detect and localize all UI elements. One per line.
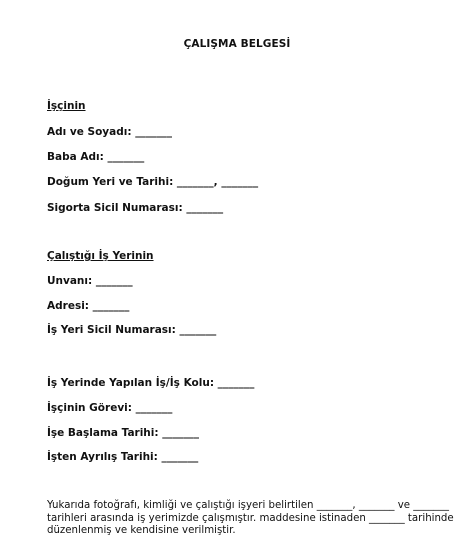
field-name-surname: Adı ve Soyadı: _______ <box>47 126 172 138</box>
field-workplace-registry-number: İş Yeri Sicil Numarası: _______ <box>47 324 217 336</box>
field-insurance-number: Sigorta Sicil Numarası: _______ <box>47 202 224 214</box>
document-title: ÇALIŞMA BELGESİ <box>183 38 291 50</box>
field-employee-role: İşçinin Görevi: _______ <box>47 402 173 414</box>
field-end-date: İşten Ayrılış Tarihi: _______ <box>47 451 199 463</box>
section-heading-workplace: Çalıştığı İş Yerinin <box>47 250 154 262</box>
paragraph-line: tarihleri arasında iş yerimizde çalışmıştır. maddesine istinaden _______ tarihinde <box>47 512 454 524</box>
field-birthplace-date: Doğum Yeri ve Tarihi: _______, _______ <box>47 176 259 188</box>
field-start-date: İşe Başlama Tarihi: _______ <box>47 427 199 439</box>
paragraph-line: düzenlenmiş ve kendisine verilmiştir. <box>47 525 236 536</box>
closing-paragraph <box>47 500 454 538</box>
paragraph-line: Yukarıda fotoğrafı, kimliği ve çalıştığı işyeri belirtilen _______, _______ ve _______ <box>47 500 449 511</box>
field-job-sector: İş Yerinde Yapılan İş/İş Kolu: _______ <box>47 377 255 389</box>
section-heading-employee: İşçinin <box>47 100 86 112</box>
field-father-name: Baba Adı: _______ <box>47 151 145 163</box>
field-workplace-title: Unvanı: _______ <box>47 275 133 287</box>
field-workplace-address: Adresi: _______ <box>47 300 130 312</box>
